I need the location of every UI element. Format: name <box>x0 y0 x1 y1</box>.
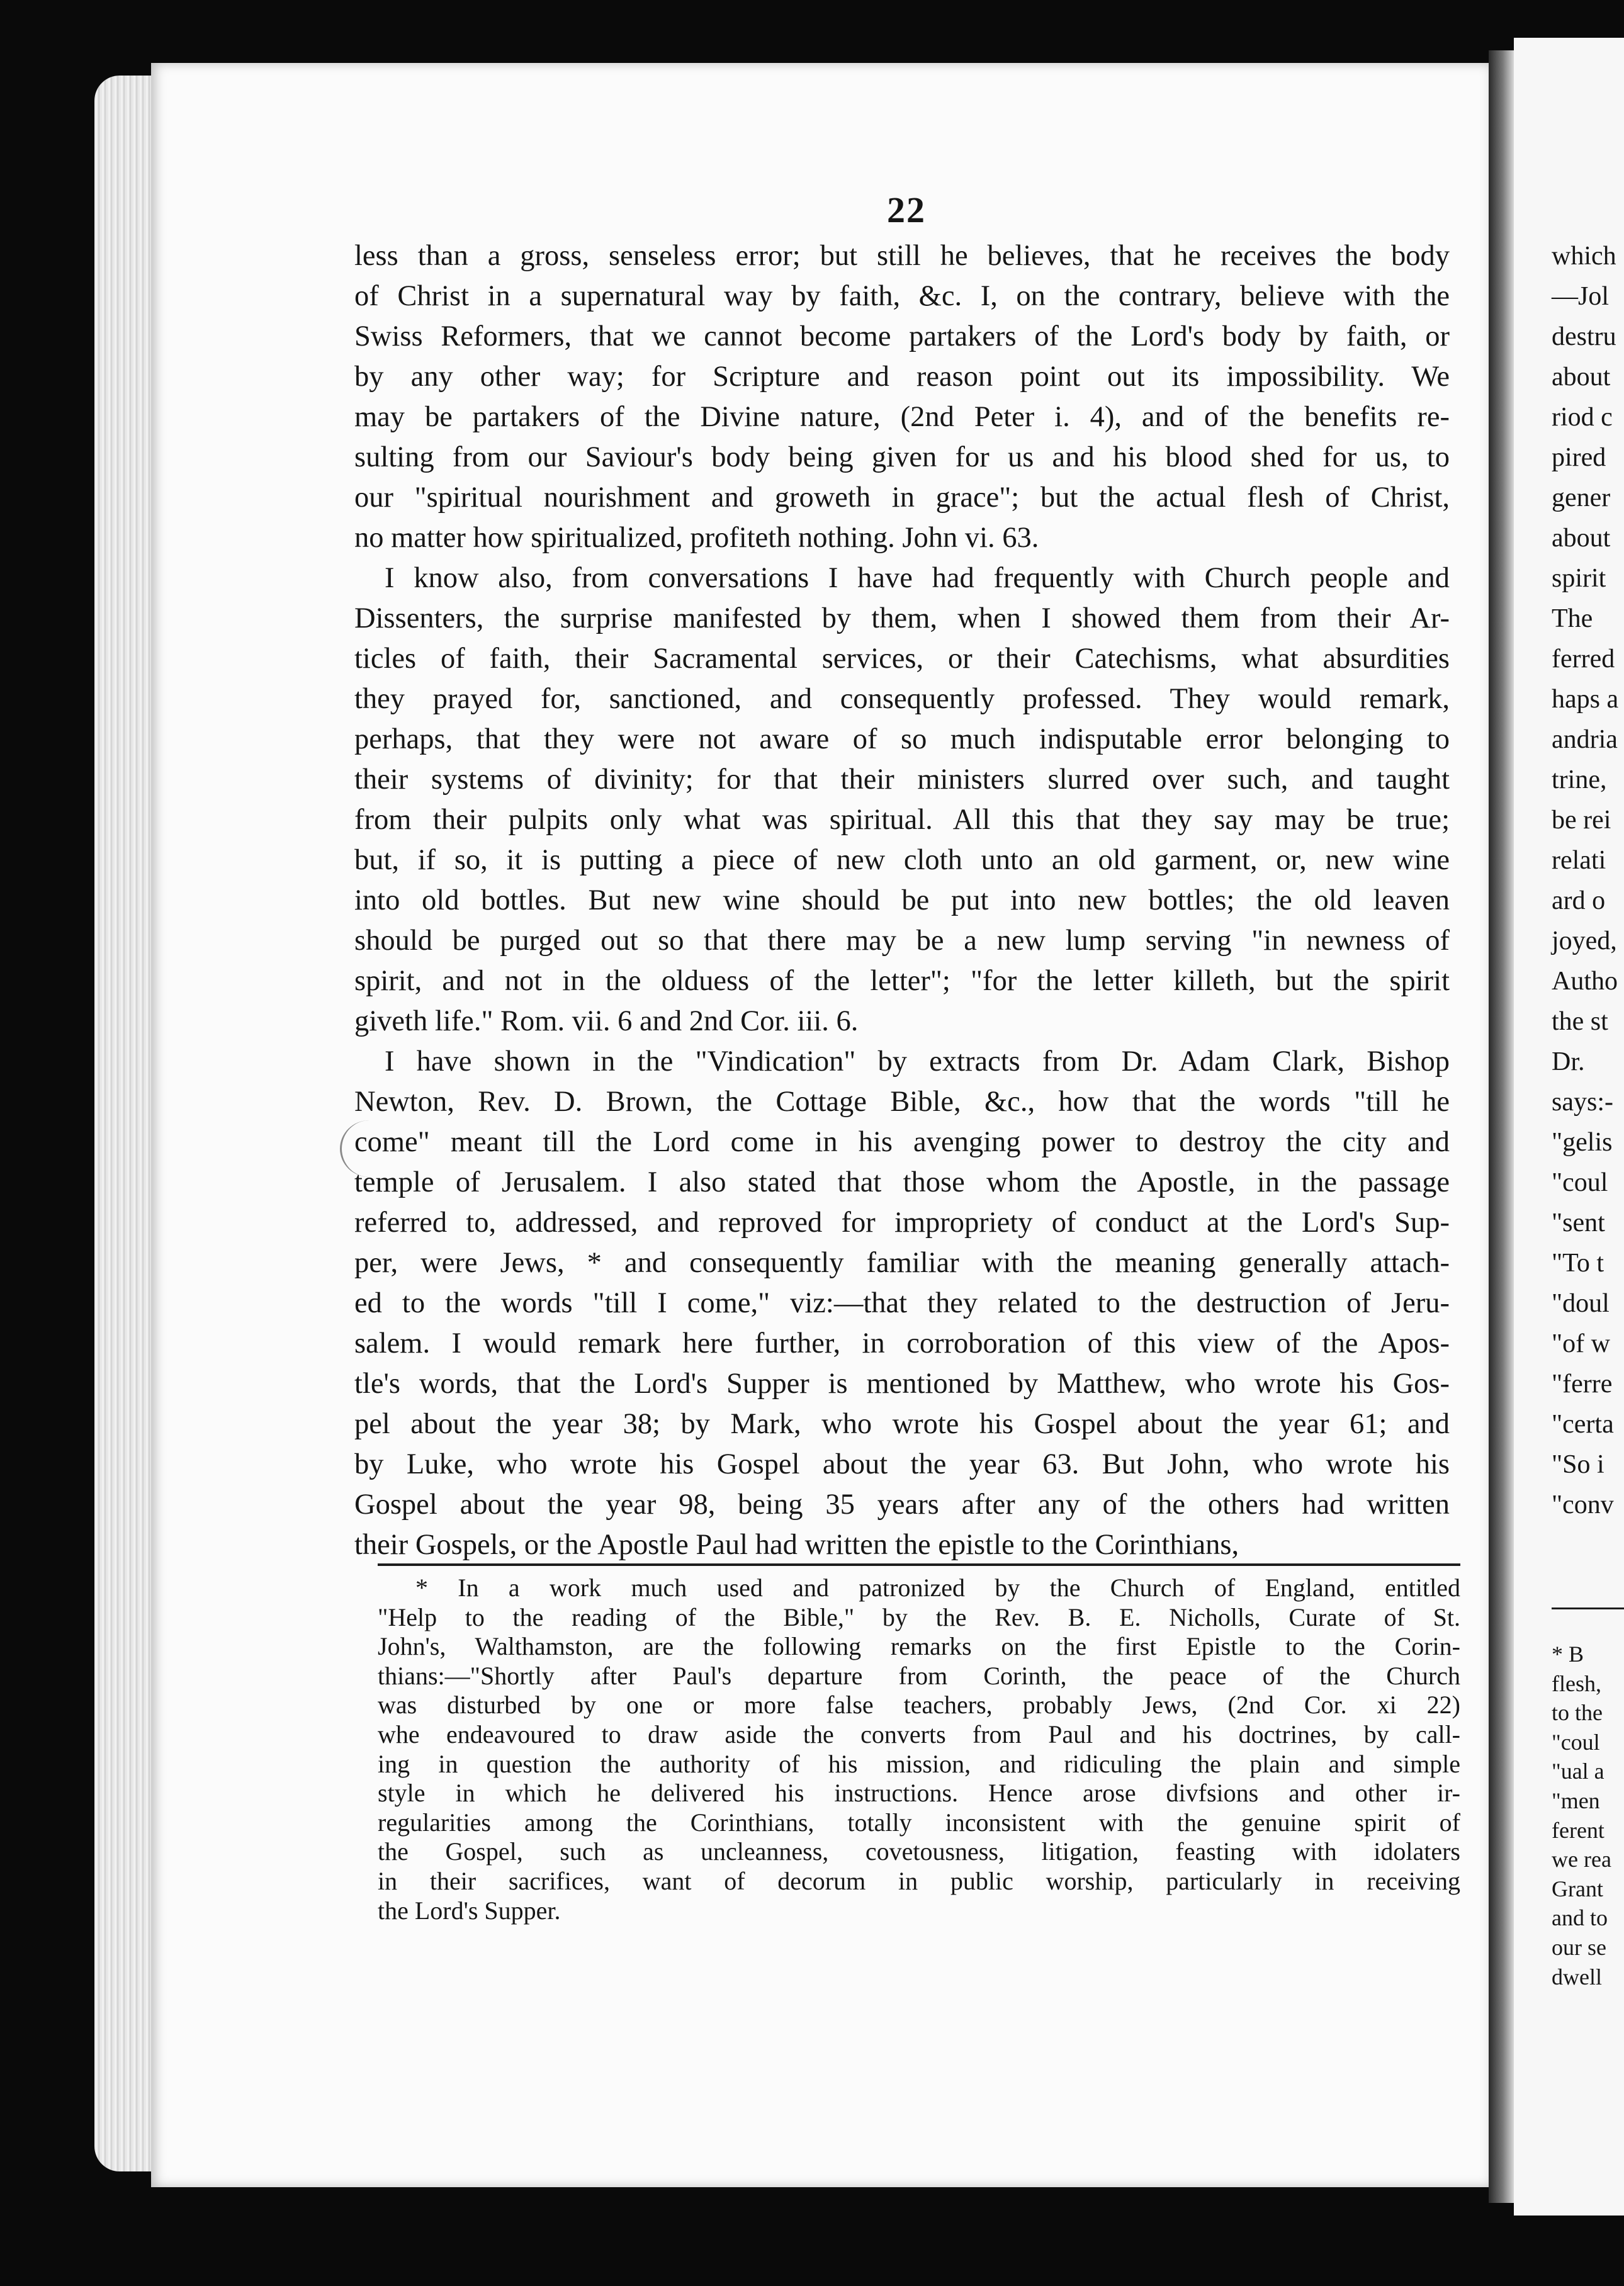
text-line: Dissenters, the surprise manifested by them, when I showed them from their Ar- <box>354 602 1450 634</box>
text-line: into old bottles. But new wine should be put into new bottles; the old leaven <box>354 884 1450 916</box>
right-page-text-fragment: "So i <box>1552 1450 1604 1479</box>
right-page-text-fragment: destru <box>1552 322 1616 351</box>
right-page-footnote-fragment: and to <box>1552 1905 1608 1931</box>
right-page-text-fragment: about <box>1552 524 1611 553</box>
right-page-footnote-fragment: dwell <box>1552 1964 1602 1990</box>
right-page-text-fragment: "coul <box>1552 1168 1608 1197</box>
right-page-text-fragment: "of w <box>1552 1329 1610 1358</box>
right-page-footnote-fragment: to the <box>1552 1700 1603 1726</box>
right-page-footnote-fragment: "ual a <box>1552 1759 1604 1784</box>
text-line: our "spiritual nourishment and groweth in grace"; but the actual flesh of Christ, <box>354 481 1450 514</box>
right-page-text-fragment: Dr. <box>1552 1047 1585 1076</box>
right-page-text-fragment: haps a <box>1552 685 1619 714</box>
text-line: no matter how spiritualized, profiteth nothing. John vi. 63. <box>354 522 1039 554</box>
right-page-text-fragment: riod c <box>1552 403 1613 432</box>
right-page-text-fragment: "conv <box>1552 1490 1614 1519</box>
right-page-body <box>1514 236 1618 1525</box>
text-line: ed to the words "till I come," viz:—that they related to the destruction of Jeru- <box>354 1287 1450 1319</box>
right-page-footnote-fragment: ferent <box>1552 1817 1604 1843</box>
right-page-footnote-fragment: Grant <box>1552 1876 1603 1901</box>
text-line: their Gospels, or the Apostle Paul had written the epistle to the Corinthians, <box>354 1529 1239 1561</box>
right-page-fragment <box>1514 38 1624 2216</box>
text-line: may be partakers of the Divine nature, (2nd Peter i. 4), and of the benefits re- <box>354 401 1450 433</box>
text-line: per, were Jews, * and consequently familiar with the meaning generally attach- <box>354 1247 1450 1279</box>
text-line: ticles of faith, their Sacramental services, or their Catechisms, what absurdities <box>354 643 1450 675</box>
right-page-text-fragment: the st <box>1552 1007 1608 1036</box>
footnote-line: * In a work much used and patronized by the Church of England, entitled <box>415 1574 1460 1602</box>
book-gutter <box>1489 50 1514 2203</box>
text-line: of Christ in a supernatural way by faith, &c. I, on the contrary, believe with the <box>354 280 1450 312</box>
right-page-text-fragment: trine, <box>1552 765 1607 794</box>
right-page-footnote-fragment: "men <box>1552 1788 1600 1813</box>
right-page-text-fragment: ard o <box>1552 886 1606 915</box>
right-page-text-fragment: "sent <box>1552 1208 1605 1237</box>
right-page-footnote-fragment: we rea <box>1552 1847 1611 1872</box>
footnote-line: style in which he delivered his instructions. Hence arose divfsions and other ir- <box>378 1779 1460 1808</box>
text-line: I have shown in the "Vindication" by extracts from Dr. Adam Clark, Bishop <box>385 1045 1450 1078</box>
text-line: Gospel about the year 98, being 35 years after any of the others had written <box>354 1489 1450 1521</box>
right-page-text-fragment: —Jol <box>1552 282 1610 311</box>
text-line: should be purged out so that there may be a new lump serving "in newness of <box>354 925 1450 957</box>
text-line: by any other way; for Scripture and reason point out its impossibility. We <box>354 361 1450 393</box>
text-line: from their pulpits only what was spiritual. All this that they say may be true; <box>354 804 1450 836</box>
text-line: Newton, Rev. D. Brown, the Cottage Bible, &c., how that the words "till he <box>354 1086 1450 1118</box>
text-line: come" meant till the Lord come in his avenging power to destroy the city and <box>354 1126 1450 1158</box>
footnote-rule <box>378 1563 1460 1566</box>
page-number: 22 <box>887 189 926 230</box>
footnote-line: John's, Walthamston, are the following remarks on the first Epistle to the Corin- <box>378 1632 1460 1661</box>
right-page-text-fragment: andria <box>1552 725 1618 754</box>
right-page-text-fragment: relati <box>1552 846 1606 875</box>
right-page-text-fragment: about <box>1552 363 1611 391</box>
right-page-text-fragment: "ferre <box>1552 1370 1613 1399</box>
right-page-text-fragment: "certa <box>1552 1410 1614 1439</box>
right-page-text-fragment: ferred <box>1552 645 1615 673</box>
footnote-line: whe endeavoured to draw aside the converts from Paul and his doctrines, by call- <box>378 1720 1460 1748</box>
text-line: sulting from our Saviour's body being given for us and his blood shed for us, to <box>354 441 1450 473</box>
right-page-text-fragment: "To t <box>1552 1249 1604 1278</box>
text-line: they prayed for, sanctioned, and consequently professed. They would remark, <box>354 683 1450 715</box>
text-line: perhaps, that they were not aware of so much indisputable error belonging to <box>354 723 1450 755</box>
right-page-text-fragment: "gelis <box>1552 1128 1613 1157</box>
text-line: pel about the year 38; by Mark, who wrote his Gospel about the year 61; and <box>354 1408 1450 1440</box>
text-line: their systems of divinity; for that their ministers slurred over such, and taught <box>354 763 1450 796</box>
text-line: referred to, addressed, and reproved for impropriety of conduct at the Lord's Sup- <box>354 1207 1450 1239</box>
footnote-line: in their sacrifices, want of decorum in public worship, particularly in receiving <box>378 1866 1460 1895</box>
footnote-line: the Gospel, such as uncleanness, covetousness, litigation, feasting with idolaters <box>378 1837 1460 1866</box>
text-line: less than a gross, senseless error; but still he believes, that he receives the body <box>354 240 1450 272</box>
right-page-text-fragment: joyed, <box>1552 926 1617 955</box>
right-page-text-fragment: Autho <box>1552 967 1618 996</box>
text-line: by Luke, who wrote his Gospel about the year 63. But John, who wrote his <box>354 1448 1450 1480</box>
right-page-text-fragment: be rei <box>1552 806 1611 835</box>
right-page-text-fragment: The <box>1552 604 1593 633</box>
right-page-footnote-fragment: flesh, <box>1552 1670 1601 1696</box>
footnote-line: "Help to the reading of the Bible," by the Rev. B. E. Nicholls, Curate of St. <box>378 1602 1460 1631</box>
right-page-footnote-fragment: our se <box>1552 1934 1606 1960</box>
text-line: Swiss Reformers, that we cannot become partakers of the Lord's body by faith, or <box>354 320 1450 352</box>
footnote-line: was disturbed by one or more false teachers, probably Jews, (2nd Cor. xi 22) <box>378 1691 1460 1720</box>
right-page-footnote-rule <box>1552 1608 1624 1609</box>
right-page-footnote-fragment: "coul <box>1552 1729 1600 1755</box>
text-line: salem. I would remark here further, in corroboration of this view of the Apos- <box>354 1327 1450 1360</box>
right-page-text-fragment: spirit <box>1552 564 1606 593</box>
right-page-text-fragment: says:- <box>1552 1088 1613 1117</box>
text-line: but, if so, it is putting a piece of new cloth unto an old garment, or, new wine <box>354 844 1450 876</box>
footnote-line: ing in question the authority of his mission, and ridiculing the plain and simple <box>378 1749 1460 1778</box>
text-line: tle's words, that the Lord's Supper is mentioned by Matthew, who wrote his Gos- <box>354 1368 1450 1400</box>
footnote-line: the Lord's Supper. <box>378 1896 561 1925</box>
footnote <box>378 1574 1460 1925</box>
footnote-line: regularities among the Corinthians, totally inconsistent with the genuine spirit of <box>378 1808 1460 1837</box>
right-page-text-fragment: pired <box>1552 443 1606 472</box>
right-page-text-fragment: which <box>1552 242 1616 271</box>
text-line: giveth life." Rom. vii. 6 and 2nd Cor. iii. 6. <box>354 1005 859 1037</box>
text-line: temple of Jerusalem. I also stated that those whom the Apostle, in the passage <box>354 1166 1450 1198</box>
right-page-text-fragment: "doul <box>1552 1289 1610 1318</box>
right-page-footnote <box>1514 1640 1611 1991</box>
text-line: I know also, from conversations I have had frequently with Church people and <box>385 562 1450 594</box>
right-page-footnote-fragment: * B <box>1552 1641 1584 1667</box>
text-line: spirit, and not in the olduess of the letter"; "for the letter killeth, but the spirit <box>354 965 1450 997</box>
footnote-line: thians:—"Shortly after Paul's departure from Corinth, the peace of the Church <box>378 1661 1460 1690</box>
right-page-text-fragment: gener <box>1552 483 1611 512</box>
body-text <box>354 236 1450 1565</box>
